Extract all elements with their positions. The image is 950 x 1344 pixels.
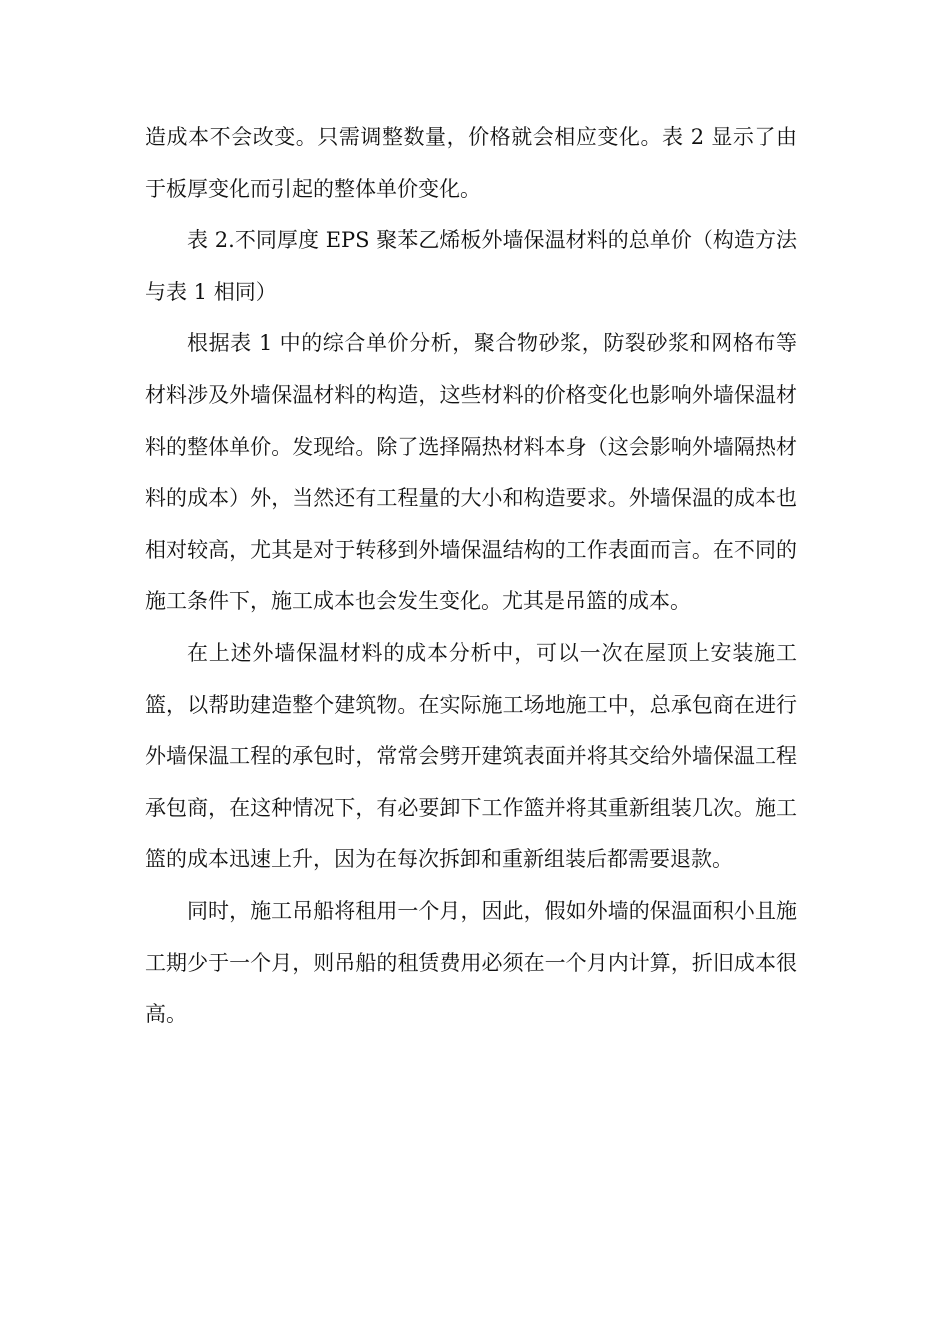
- paragraph-continuation: 造成本不会改变。只需调整数量，价格就会相应变化。表 2 显示了由于板厚变化而引起的整体单价变化。: [145, 125, 797, 201]
- paragraph-cost-analysis: 根据表 1 中的综合单价分析，聚合物砂浆，防裂砂浆和网格布等材料涉及外墙保温材料的构造，这些材料的价格变化也影响外墙保温材料的整体单价。发现给。除了选择隔热材料本身（这会影响外墙隔热材料的成本）外，当然还有工程量的大小和构造要求。外墙保温的成本也相对较高，尤其是对于转移到外墙保温结构的工作表面而言。在不同的施工条件下，施工成本也会发生变化。尤其是吊篮的成本。: [145, 331, 797, 614]
- paragraph-rental-cost: 同时，施工吊船将租用一个月，因此，假如外墙的保温面积小且施工期少于一个月，则吊船的租赁费用必须在一个月内计算，折旧成本很高。: [145, 898, 797, 1027]
- paragraph-basket-cost: 在上述外墙保温材料的成本分析中，可以一次在屋顶上安装施工篮，以帮助建造整个建筑物。在实际施工场地施工中，总承包商在进行外墙保温工程的承包时，常常会劈开建筑表面并将其交给外墙保温工程承包商，在这种情况下，有必要卸下工作篮并将其重新组装几次。施工篮的成本迅速上升，因为在每次拆卸和重新组装后都需要退款。: [145, 640, 797, 872]
- table-caption: 表 2.不同厚度 EPS 聚苯乙烯板外墙保温材料的总单价（构造方法与表 1 相同）: [145, 228, 797, 304]
- document-body: [145, 112, 797, 1041]
